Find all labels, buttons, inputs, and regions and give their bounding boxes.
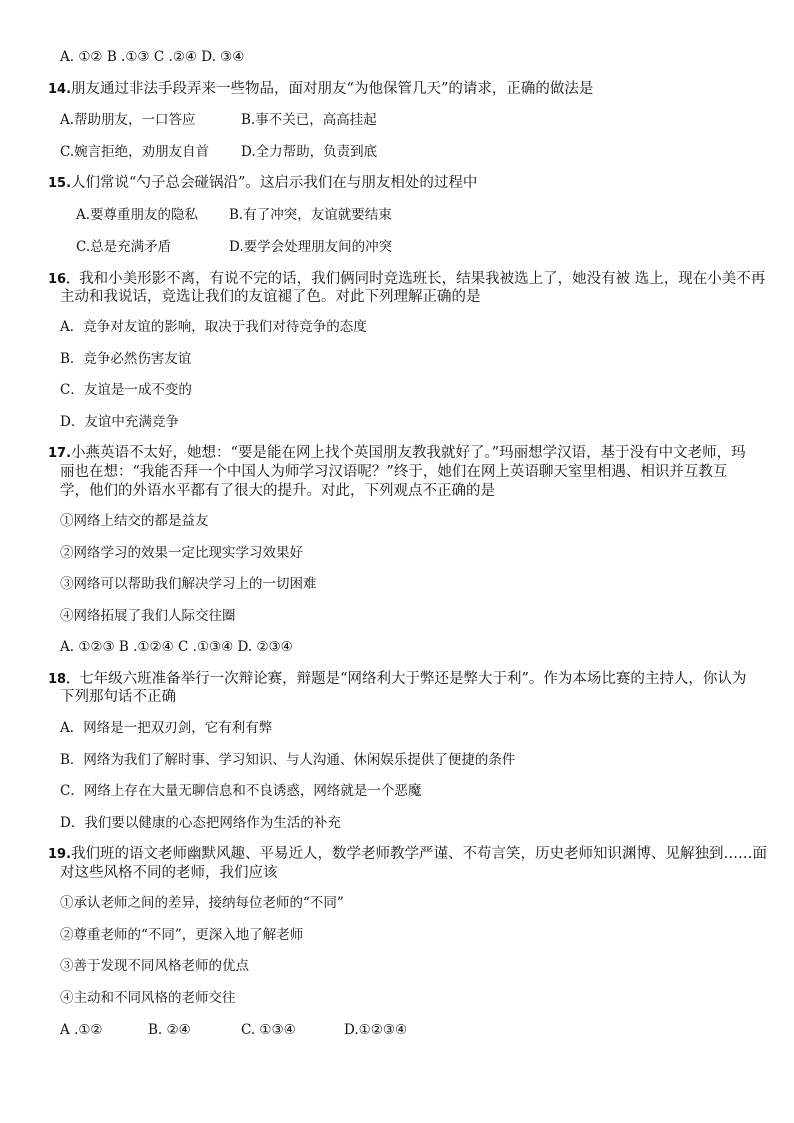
- question-text: 人们常说“勺子总会碰锅沿”。这启示我们在与朋友相处的过程中: [71, 175, 478, 191]
- question-17-statement-1: ①网络上结交的都是益友: [60, 513, 209, 529]
- question-14-option-c: C.婉言拒绝，劝朋友自首: [60, 144, 210, 160]
- question-19-choice-b: B. ②④: [148, 1022, 191, 1038]
- question-number: 19.: [48, 847, 72, 862]
- question-19-choice-a: A .①②: [60, 1022, 103, 1038]
- question-18-stem-line-2: 下列那句话不正确: [60, 689, 176, 705]
- question-text: 七年级六班准备举行一次辩论赛，辩题是“网络利大于弊还是弊大于利”。作为本场比赛的主持人，你认为: [79, 671, 747, 687]
- question-18-option-d: D．我们要以健康的心态把网络作为生活的补充: [60, 815, 341, 831]
- question-15-option-d: D.要学会处理朋友间的冲突: [229, 239, 393, 255]
- question-number: 16．: [48, 272, 80, 287]
- question-14-option-b: B.事不关已，高高挂起: [241, 112, 377, 128]
- question-17-answer-options: A. ①②③ B .①②④ C .①③④ D. ②③④: [60, 639, 293, 655]
- question-19-choice-c: C. ①③④: [241, 1022, 296, 1038]
- question-number: 14.: [48, 82, 72, 97]
- previous-answer-options: A. ①② B .①③ C .②④ D. ③④: [60, 49, 245, 65]
- question-14-option-d: D.全力帮助，负责到底: [241, 144, 378, 160]
- question-text: 小燕英语不太好，她想：“要是能在网上找个英国朋友教我就好了。”玛丽想学汉语，基于没有中文老师，玛: [71, 445, 746, 461]
- question-15-option-c: C.总是充满矛盾: [76, 239, 172, 255]
- question-17-statement-2: ②网络学习的效果一定比现实学习效果好: [60, 545, 303, 561]
- question-number: 17.: [48, 446, 72, 461]
- question-15-option-a: A.要尊重朋友的隐私: [76, 207, 199, 223]
- question-19-statement-4: ④主动和不同风格的老师交往: [60, 990, 236, 1006]
- question-19-stem-line-2: 对这些风格不同的老师，我们应该: [60, 865, 278, 881]
- question-14-stem: [48, 80, 593, 99]
- question-16-option-d: D．友谊中充满竞争: [60, 414, 179, 430]
- question-14-option-a: A.帮助朋友，一口答应: [60, 112, 196, 128]
- question-18-option-b: B．网络为我们了解时事、学习知识、与人沟通、休闲娱乐提供了便捷的条件: [60, 752, 516, 768]
- question-19-statement-2: ②尊重老师的“不同”，更深入地了解老师: [60, 927, 304, 943]
- question-18-stem: [48, 670, 746, 689]
- question-15-stem: [48, 174, 477, 193]
- question-text: 我们班的语文老师幽默风趣、平易近人，数学老师教学严谨、不苟言笑，历史老师知识渊博、见解独到……面: [71, 846, 768, 862]
- question-16-stem: [48, 270, 765, 289]
- question-17-stem: [48, 444, 746, 463]
- question-17-statement-3: ③网络可以帮助我们解决学习上的一切困难: [60, 576, 317, 592]
- question-16-stem-line-2: 主动和我说话，竞选让我们的友谊褪了色。对此下列理解正确的是: [60, 289, 481, 305]
- question-15-option-b: B.有了冲突，友谊就要结束: [229, 207, 392, 223]
- question-19-statement-1: ①承认老师之间的差异，接纳每位老师的“不同”: [60, 895, 344, 911]
- question-19-statement-3: ③善于发现不同风格老师的优点: [60, 958, 249, 974]
- question-18-option-c: C．网络上存在大量无聊信息和不良诱惑，网络就是一个恶魔: [60, 783, 422, 799]
- question-17-stem-line-2: 丽也在想：“我能否拜一个中国人为师学习汉语呢？”终于，她们在网上英语聊天室里相遇、相识并互教互: [60, 464, 728, 480]
- question-text: 我和小美形影不离，有说不完的话，我们俩同时竞选班长，结果我被选上了，她没有被 选上，现在小美不再: [79, 271, 766, 287]
- question-17-statement-4: ④网络拓展了我们人际交往圈: [60, 608, 236, 624]
- question-19-choice-d: D.①②③④: [344, 1022, 408, 1038]
- question-17-stem-line-3: 学，他们的外语水平都有了很大的提升。对此，下列观点不正确的是: [60, 483, 495, 499]
- question-number: 15.: [48, 176, 72, 191]
- question-text: 朋友通过非法手段弄来一些物品，面对朋友“为他保管几天”的请求，正确的做法是: [71, 81, 594, 97]
- question-18-option-a: A．网络是一把双刃剑，它有利有弊: [60, 720, 273, 736]
- question-16-option-b: B．竞争必然伤害友谊: [60, 351, 192, 367]
- question-number: 18．: [48, 672, 80, 687]
- question-19-stem: [48, 845, 767, 864]
- question-16-option-c: C．友谊是一成不变的: [60, 382, 192, 398]
- question-16-option-a: A．竞争对友谊的影响，取决于我们对待竞争的态度: [60, 319, 367, 335]
